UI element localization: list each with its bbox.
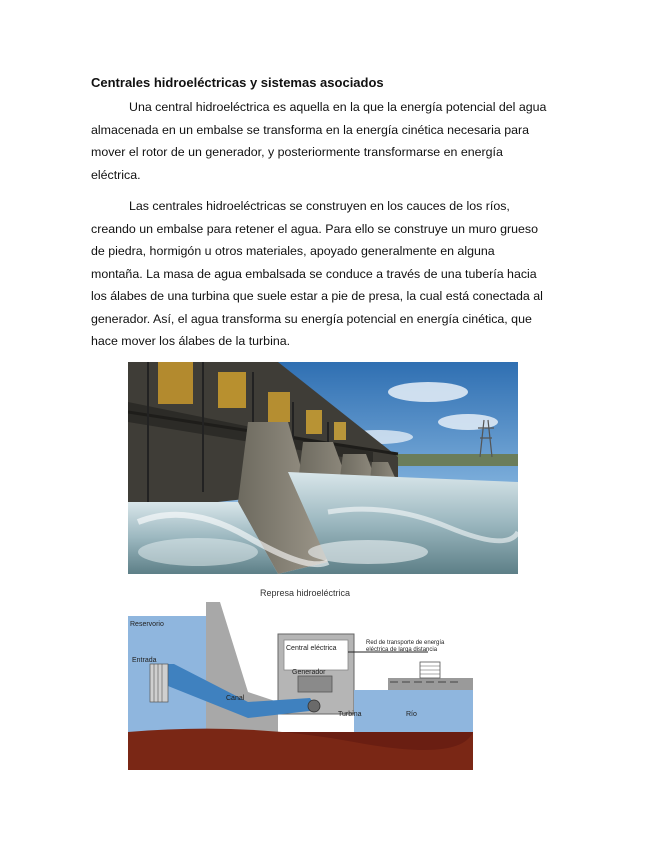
dam-photo [128,362,518,574]
paragraph-line: generador. Así, el agua transforma su energía potencial en energía cinética, que [91,311,532,326]
label-river: Río [406,711,417,718]
paragraph-1 [91,96,561,186]
paragraph-2 [91,195,561,353]
paragraph-line: almacenada en un embalse se transforma en la energía cinética necesaria para [91,122,530,137]
document-title: Centrales hidroeléctricas y sistemas asociados [91,75,384,90]
label-intake: Entrada [132,657,157,664]
paragraph-line: montaña. La masa de agua embalsada se conduce a través de una tubería hacia [91,266,537,281]
paragraph-line: mover el rotor de un generador, y posteriormente transformarse en energía [91,145,503,159]
label-generator: Generador [292,669,326,676]
paragraph-line: eléctrica. [91,167,141,182]
label-grid-line2: eléctrica de larga distancia [366,647,438,653]
label-canal: Canal [226,695,245,702]
label-power-station: Central eléctrica [286,645,337,652]
paragraph-line: hace mover los álabes de la turbina. [91,334,291,348]
hydro-dam-diagram [128,582,473,770]
paragraph-line: creando un embalse para retener el agua. Para ello se construye un muro grueso [91,221,539,236]
paragraph-line: Una central hidroeléctrica es aquella en la que la energía potencial del agua [129,100,547,114]
paragraph-line: de piedra, hormigón u otros materiales, apoyado generalmente en alguna [91,244,495,258]
label-reservoir: Reservorio [130,621,164,628]
label-grid-line1: Red de transporte de energía [366,640,445,646]
paragraph-line: Las centrales hidroeléctricas se construyen en los cauces de los ríos, [129,199,510,213]
diagram-title: Represa hidroeléctrica [260,588,351,598]
label-turbine: Turbina [338,711,362,718]
paragraph-line: los álabes de una turbina que suele estar a pie de presa, la cual está conectada al [91,289,543,303]
